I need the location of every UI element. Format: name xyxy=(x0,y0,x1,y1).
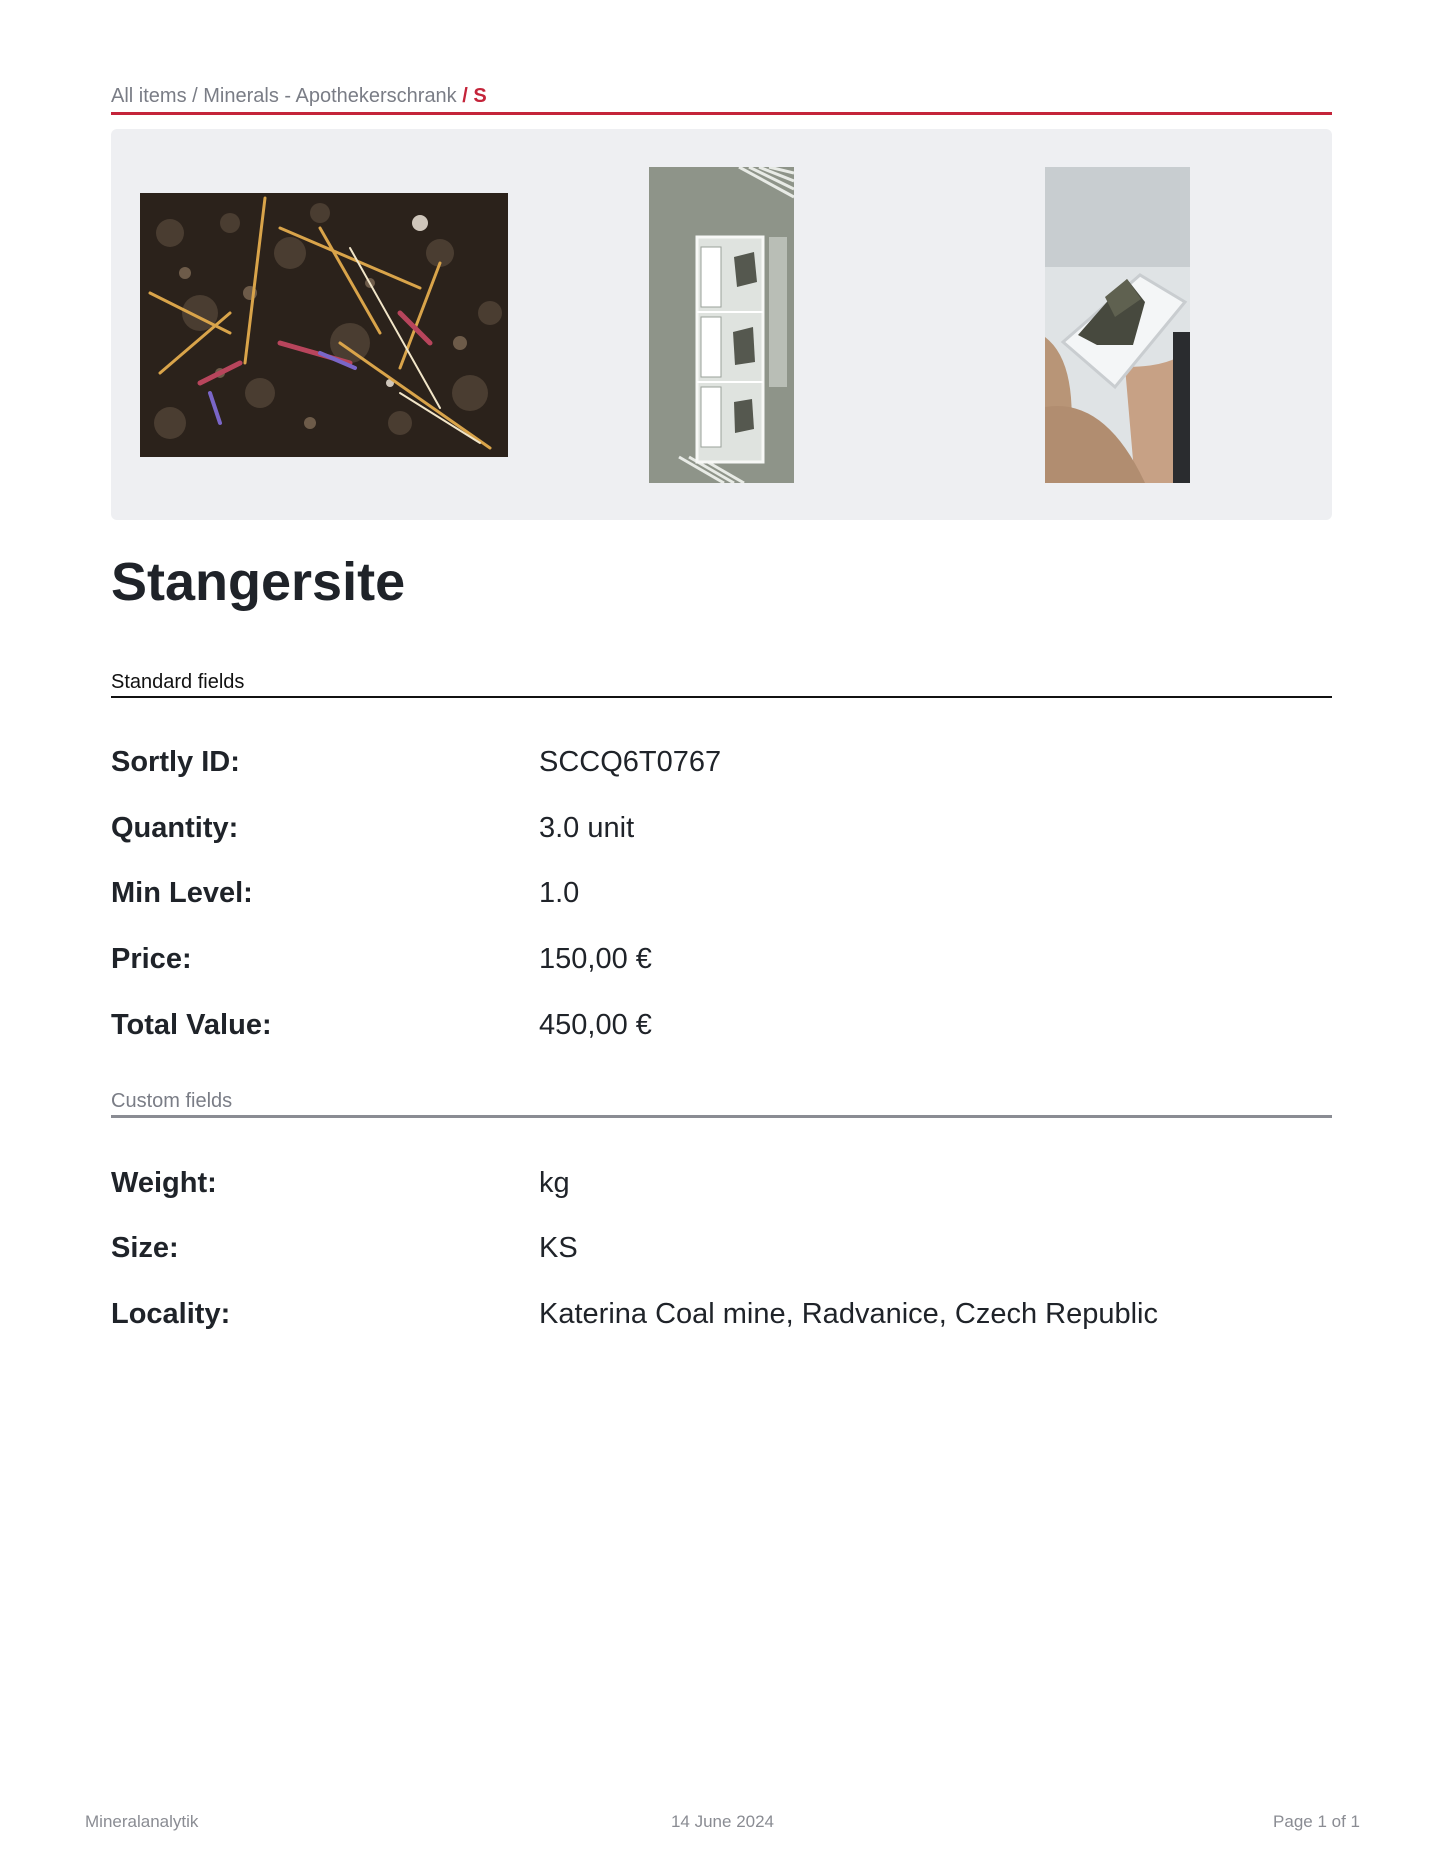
field-row-locality xyxy=(111,1294,1332,1334)
field-value: 150,00 € xyxy=(539,943,652,975)
breadcrumb-current: / S xyxy=(456,85,487,107)
field-row-sortly-id xyxy=(111,742,1332,782)
field-label: Quantity: xyxy=(111,812,239,844)
footer-page-number: Page 1 of 1 xyxy=(1273,1812,1360,1831)
photo-specimen-in-hand[interactable] xyxy=(1045,167,1190,483)
field-row-size xyxy=(111,1228,1332,1268)
photo-gallery xyxy=(111,129,1332,520)
field-value: 1.0 xyxy=(539,877,580,909)
standard-fields-heading: Standard fields xyxy=(111,671,1332,698)
photo-microscope[interactable] xyxy=(140,193,508,457)
field-value: 3.0 unit xyxy=(539,812,635,844)
field-row-min-level xyxy=(111,873,1332,913)
breadcrumb-path[interactable]: All items / Minerals - Apothekerschrank xyxy=(111,85,457,107)
breadcrumb xyxy=(111,85,1332,115)
field-row-weight xyxy=(111,1163,1332,1203)
item-title: Stangersite xyxy=(111,552,406,612)
field-label: Min Level: xyxy=(111,877,253,909)
footer-company: Mineralanalytik xyxy=(85,1812,199,1831)
field-row-quantity xyxy=(111,808,1332,848)
field-value: kg xyxy=(539,1167,570,1199)
field-row-total-value xyxy=(111,1005,1332,1045)
field-label: Weight: xyxy=(111,1167,217,1199)
field-value: 450,00 € xyxy=(539,1009,652,1041)
field-value: Katerina Coal mine, Radvanice, Czech Republic xyxy=(539,1298,1158,1330)
field-value: KS xyxy=(539,1232,578,1264)
field-row-price xyxy=(111,939,1332,979)
custom-fields-heading: Custom fields xyxy=(111,1090,1332,1118)
field-label: Size: xyxy=(111,1232,179,1264)
field-label: Price: xyxy=(111,943,192,975)
field-label: Sortly ID: xyxy=(111,746,240,778)
photo-cabinet[interactable] xyxy=(649,167,794,483)
field-value: SCCQ6T0767 xyxy=(539,746,722,778)
footer-date: 14 June 2024 xyxy=(670,1812,775,1831)
field-label: Total Value: xyxy=(111,1009,272,1041)
field-label: Locality: xyxy=(111,1298,231,1330)
